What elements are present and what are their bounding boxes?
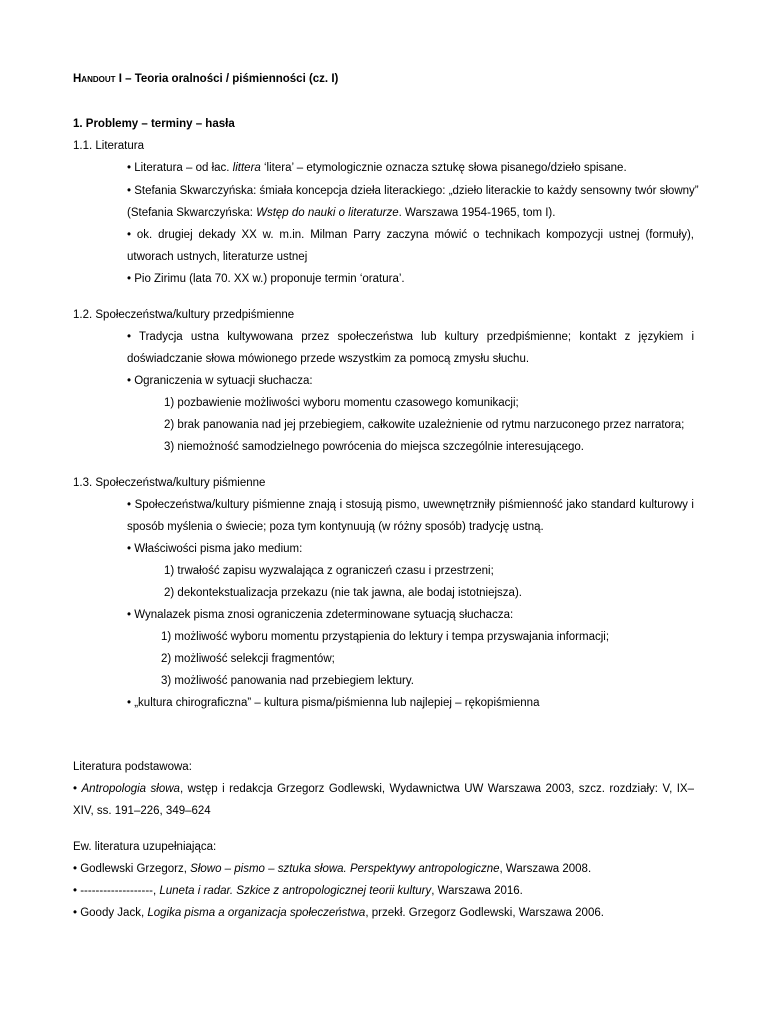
text: • Godlewski Grzegorz, (73, 863, 191, 875)
list-item: 3) możliwość panowania nad przebiegiem lektury. (161, 675, 414, 687)
title-handout: Handout (73, 73, 116, 85)
text: , Warszawa 2016. (431, 885, 523, 897)
book-title: Logika pisma a organizacja społeczeństwa (147, 907, 366, 919)
title-rest: I – Teoria oralności / piśmienności (cz. I) (115, 73, 339, 85)
bullet-parry-continued: utworach ustnych, literaturze ustnej (127, 251, 308, 263)
text: (Stefania Skwarczyńska: (127, 207, 257, 219)
bullet-chirograficzna: • „kultura chirograficzna” – kultura pisma/piśmienna lub najlepiej – rękopiśmienna (127, 697, 540, 709)
bullet-tradycja-ustna: • Tradycja ustna kultywowana przez społeczeństwa lub kultury przedpiśmienne; kontakt z językiem i (127, 331, 694, 343)
latin-term: littera (232, 162, 261, 174)
list-item: 1) trwałość zapisu wyzwalająca z ograniczeń czasu i przestrzeni; (164, 565, 494, 577)
skwarczynska-citation (127, 206, 555, 220)
list-item: 3) niemożność samodzielnego powrócenia do miejsca szczególnie interesującego. (164, 441, 584, 453)
bullet-wlasciwosci: • Właściwości pisma jako medium: (127, 543, 303, 555)
list-item: 2) brak panowania nad jej przebiegiem, całkowite uzależnienie od rytmu narzuconego przez narratora; (164, 419, 685, 431)
document-title (73, 72, 338, 86)
bullet-zirimu: • Pio Zirimu (lata 70. XX w.) proponuje termin ‘oratura’. (127, 273, 405, 285)
reference-antropologia-continued: XIV, ss. 191–226, 349–624 (73, 805, 211, 817)
heading-literatura-podstawowa: Literatura podstawowa: (73, 761, 192, 773)
reference-antropologia (73, 782, 694, 796)
bullet-pismienne: • Społeczeństwa/kultury piśmienne znają i stosują pismo, uwewnętrzniły piśmienność jako standard kulturowy i (127, 499, 694, 511)
text: • Goody Jack, (73, 907, 148, 919)
bullet-literatura-etymology (127, 161, 627, 175)
book-title: Antropologia słowa (81, 783, 180, 795)
bullet-tradycja-ustna-continued: doświadczanie słowa mówionego przede wszystkim za pomocą zmysłu słuchu. (127, 353, 530, 365)
list-item: 1) pozbawienie możliwości wyboru momentu czasowego komunikacji; (164, 397, 519, 409)
subsection-przedpismienne: 1.2. Społeczeństwa/kultury przedpiśmienne (73, 309, 295, 321)
text: , Warszawa 2008. (499, 863, 592, 875)
bullet-pismienne-continued: sposób myślenia o świecie; poza tym kontynuują (w różny sposób) tradycję ustną. (127, 521, 544, 533)
text: , wstęp i redakcja Grzegorz Godlewski, Wydawnictwa UW Warszawa 2003, szcz. rozdziały: V, IX– (179, 783, 694, 795)
text: • (73, 783, 82, 795)
book-title: Wstęp do nauki o literaturze (256, 207, 399, 219)
text: , przekł. Grzegorz Godlewski, Warszawa 2006. (365, 907, 604, 919)
text: ‘litera’ – etymologicznie oznacza sztukę słowa pisanego/dzieło spisane. (260, 162, 627, 174)
text: • -------------------, (73, 885, 160, 897)
text: . Warszawa 1954-1965, tom I). (398, 207, 556, 219)
book-title: Słowo – pismo – sztuka słowa. Perspektywy antropologiczne (190, 863, 500, 875)
bullet-ograniczenia: • Ograniczenia w sytuacji słuchacza: (127, 375, 313, 387)
book-title: Luneta i radar. Szkice z antropologicznej teorii kultury (159, 885, 432, 897)
list-item: 2) możliwość selekcji fragmentów; (161, 653, 335, 665)
heading-literatura-uzupelniajaca: Ew. literatura uzupełniająca: (73, 841, 217, 853)
subsection-pismienne: 1.3. Społeczeństwa/kultury piśmienne (73, 477, 266, 489)
bullet-skwarczynska: • Stefania Skwarczyńska: śmiała koncepcja dzieła literackiego: „dzieło literackie to każdy sensowny twór słowny” (127, 185, 699, 197)
reference-godlewski-luneta (73, 884, 523, 898)
list-item: 2) dekontekstualizacja przekazu (nie tak jawna, ale bodaj istotniejsza). (164, 587, 522, 599)
bullet-parry: • ok. drugiej dekady XX w. m.in. Milman Parry zaczyna mówić o technikach kompozycji ustnej (formuły), (127, 229, 694, 241)
bullet-wynalazek: • Wynalazek pisma znosi ograniczenia zdeterminowane sytuacją słuchacza: (127, 609, 514, 621)
list-item: 1) możliwość wyboru momentu przystąpienia do lektury i tempa przyswajania informacji; (161, 631, 610, 643)
section-heading: 1. Problemy – terminy – hasła (73, 118, 235, 130)
text: • Literatura – od łac. (127, 162, 233, 174)
reference-goody (73, 906, 604, 920)
reference-godlewski-slowo (73, 862, 591, 876)
subsection-literatura: 1.1. Literatura (73, 140, 144, 152)
